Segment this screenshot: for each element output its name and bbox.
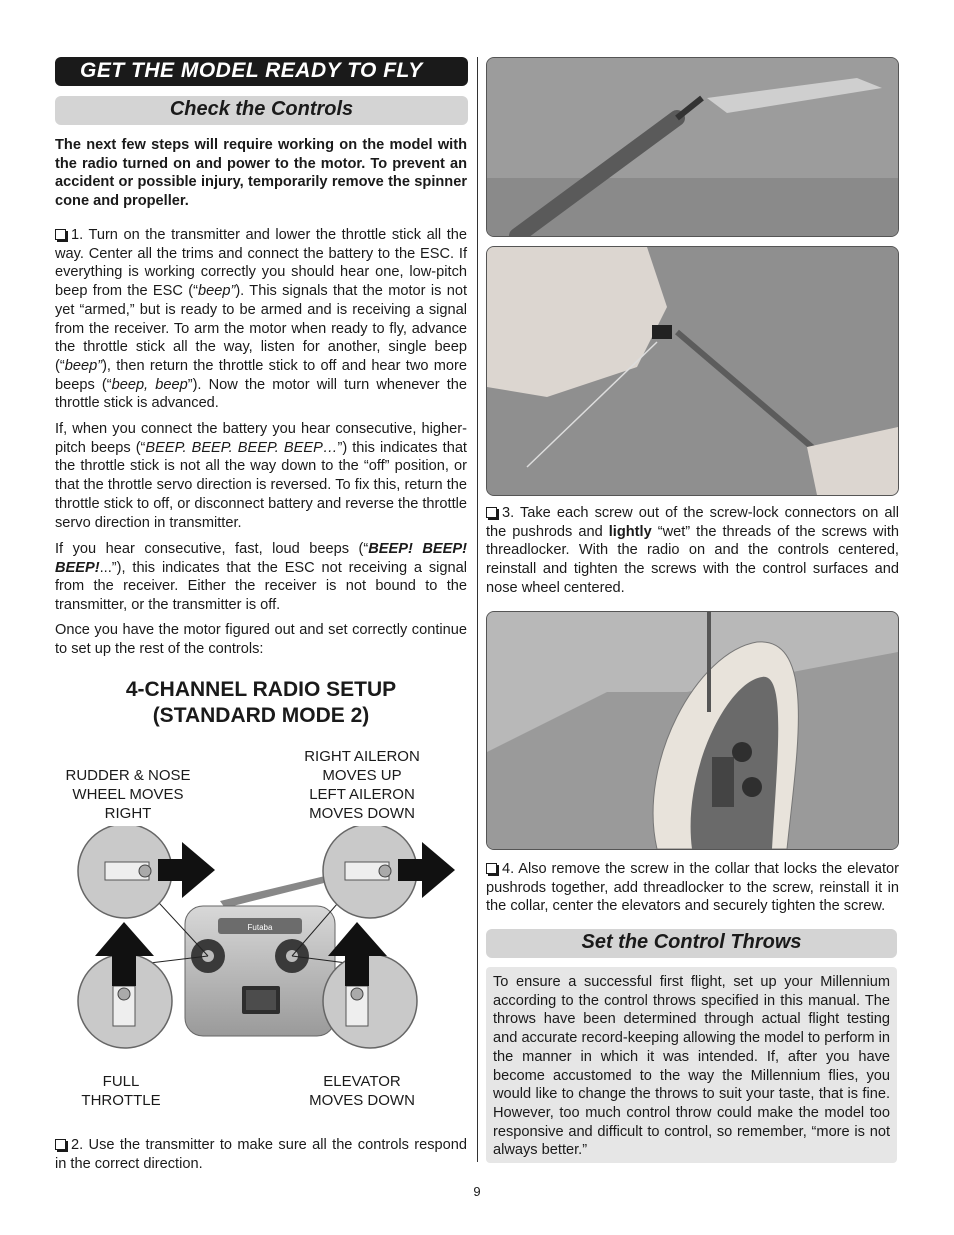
subsection-banner-check-controls bbox=[55, 96, 468, 125]
subsection-banner-control-throws bbox=[486, 929, 897, 958]
photo-servo-bay bbox=[486, 611, 899, 850]
rudder-stick-zoom bbox=[78, 826, 215, 918]
photo-hand-connector bbox=[486, 246, 899, 496]
radio-setup-title: 4-CHANNEL RADIO SETUP (STANDARD MODE 2) bbox=[125, 678, 397, 727]
antenna-shape bbox=[220, 876, 328, 908]
loud-beeps-paragraph: If you hear consecutive, fast, loud beeps (“BEEP! BEEP! BEEP!...”), this indicates that the ESC not receiving a signal from the receiver. Either the receiver is not bound to the transmitter, or the transmitter is off. bbox=[55, 541, 467, 614]
continue-paragraph: Once you have the motor figured out and set correctly continue to set up the rest of the controls: bbox=[55, 622, 467, 657]
elevator-label: ELEVATOR MOVES DOWN bbox=[309, 1073, 415, 1109]
throttle-stick-zoom bbox=[78, 922, 172, 1048]
subsection-title: Set the Control Throws bbox=[581, 931, 802, 953]
column-divider bbox=[477, 57, 478, 1162]
subsection-title: Check the Controls bbox=[169, 98, 354, 120]
checkbox-icon[interactable] bbox=[55, 1139, 66, 1150]
step-1-paragraph: 1. Turn on the transmitter and lower the throttle stick all the way. Center all the trims and connect the battery to the ESC. If everything is working correctly you should hear one, low-pitch beep from the ESC (“beep”). This signals that the motor is not yet “armed,” but is ready to be armed and is receiving a signal from the receiver. To arm the motor when ready to fly, advance the throttle stick all the way, listen for another, single beep (“beep”), then return the throttle stick to off and hear two more beeps (“beep, beep”). Now the motor will turn whenever the throttle stick is advanced. bbox=[55, 227, 468, 412]
control-throws-text: To ensure a successful first flight, set up your Millennium according to the control throws specified in this manual. The throws have been determined through actual flight testing and accurate record-keeping allowing the model to perform in the manner in which it was intended. If, after you have become accustomed to the way the Millennium flies, you would like to change the throws to suit your taste, that is fine. However, too much control throw could make the model too responsive and difficult to control, so remember, “more is not always better.” bbox=[493, 974, 890, 1159]
aileron-stick-zoom bbox=[323, 826, 455, 918]
page-number: 9 bbox=[473, 1184, 481, 1199]
checkbox-icon[interactable] bbox=[486, 507, 497, 518]
elevator-stick-zoom bbox=[323, 922, 417, 1048]
step-3-paragraph: 3. Take each screw out of the screw-lock connectors on all the pushrods and lightly “wet” the threads of the screws with threadlocker. With the radio on and the controls centered, reinstall and tighten the screws with the control surfaces and nose wheel centered. bbox=[486, 505, 900, 596]
receiver-shape bbox=[712, 757, 734, 807]
warning-paragraph: The next few steps will require working on the model with the radio turned on and power to the motor. To prevent an accident or possible injury, temporarily remove the spinner cone and propeller. bbox=[55, 137, 467, 210]
transmitter-diagram bbox=[70, 826, 470, 1066]
higher-pitch-beeps-paragraph: If, when you connect the battery you hear consecutive, higher-pitch beeps (“BEEP. BEEP. BEEP. BEEP…”) this indicates that the throttle stick is not all the way down to the “off” position, or that the throttle servo direction is reversed. To fix this, return the throttle stick to off, or disconnect battery and reverse the throttle servo direction in transmitter. bbox=[55, 421, 467, 531]
step-4-paragraph: 4. Also remove the screw in the collar that locks the elevator pushrods together, add threadlocker to the screw, reinstall it in the collar, center the elevators and securely tighten the screw. bbox=[486, 861, 899, 915]
checkbox-icon[interactable] bbox=[486, 863, 497, 874]
photo-pushrod-screwdriver bbox=[486, 57, 899, 237]
rudder-label: RUDDER & NOSE WHEEL MOVES RIGHT bbox=[65, 767, 191, 822]
throttle-label: FULL THROTTLE bbox=[81, 1073, 161, 1109]
aileron-label: RIGHT AILERON MOVES UP LEFT AILERON MOVES DOWN bbox=[304, 748, 420, 822]
section-banner bbox=[55, 57, 468, 86]
brand-label: Futaba bbox=[247, 923, 273, 932]
checkbox-icon[interactable] bbox=[55, 229, 66, 240]
control-throws-box bbox=[486, 967, 897, 1163]
step-2-paragraph: 2. Use the transmitter to make sure all the controls respond in the correct direction. bbox=[55, 1137, 467, 1172]
section-title: GET THE MODEL READY TO FLY bbox=[80, 59, 423, 82]
